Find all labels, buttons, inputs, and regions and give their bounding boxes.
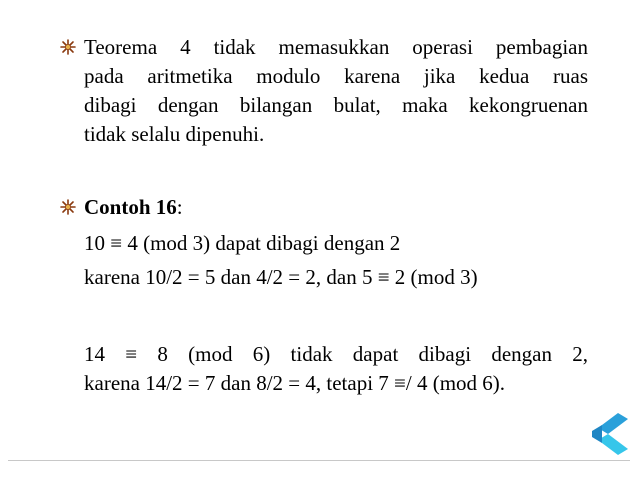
- example-title: Contoh 16: [84, 195, 177, 219]
- footer-divider: [8, 460, 630, 461]
- starburst-bullet-icon: [60, 39, 76, 55]
- example-title-suffix: :: [176, 195, 183, 219]
- text-line: tidak selalu dipenuhi.: [84, 122, 265, 146]
- text-line: Teorema 4 tidak memasukkan operasi pembagian: [84, 35, 588, 59]
- text-line: pada aritmetika modulo karena jika kedua ruas: [84, 64, 588, 88]
- chevron-logo-icon: [588, 411, 632, 457]
- example-heading: [84, 193, 588, 222]
- example-line-1: 10 ≡ 4 (mod 3) dapat dibagi dengan 2: [84, 231, 401, 255]
- counter-example: [84, 340, 588, 398]
- text-line: karena 14/2 = 7 dan 8/2 = 4, tetapi 7 ≡/ 4 (mod 6).: [84, 371, 506, 395]
- example-line-2: karena 10/2 = 5 dan 4/2 = 2, dan 5 ≡ 2 (mod 3): [84, 265, 478, 289]
- paragraph-theorem-note: [84, 33, 588, 149]
- starburst-bullet-icon: [60, 199, 76, 215]
- text-line: dibagi dengan bilangan bulat, maka kekongruenan: [84, 93, 588, 117]
- text-line: 14 ≡ 8 (mod 6) tidak dapat dibagi dengan 2,: [84, 342, 588, 366]
